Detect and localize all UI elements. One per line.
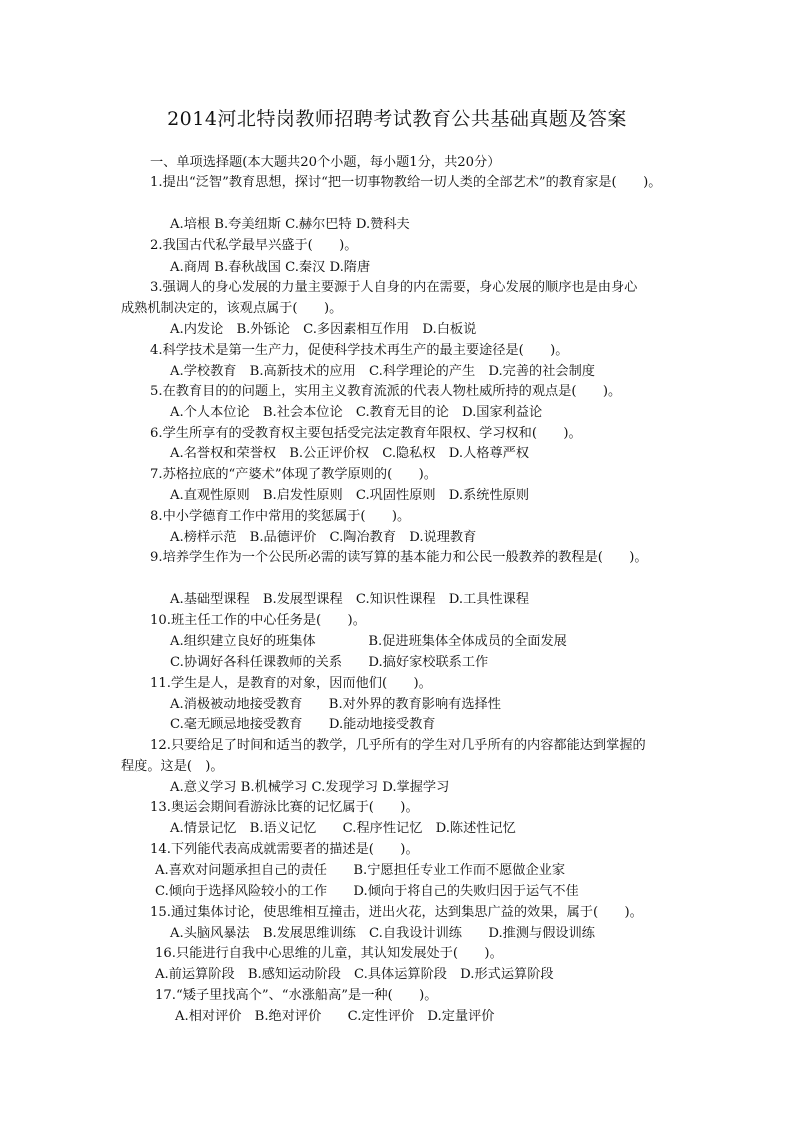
question-12-stem: 程度。这是( )。 [121,759,224,774]
question-14-stem: 14.下列能代表高成就需要者的描述是( )。 [150,842,419,857]
question-5-stem: 5.在教育目的的问题上，实用主义教育流派的代表人物杜威所持的观点是( )。 [150,384,622,399]
question-13-options: A.情景记忆 B.语义记忆 C.程序性记忆 D.陈述性记忆 [170,821,516,836]
question-11-options: A.消极被动地接受教育 B.对外界的教育影响有选择性 [170,697,501,712]
question-16-stem: 16.只能进行自我中心思维的儿童，其认知发展处于( )。 [155,946,503,961]
question-15-stem: 15.通过集体讨论，使思维相互撞击，迸出火花，达到集思广益的效果，属于( )。 [150,905,643,920]
question-11-options: C.毫无顾忌地接受教育 D.能动地接受教育 [170,717,436,732]
section-heading: 一、单项选择题(本大题共20个小题，每小题1分，共20分） [150,155,501,170]
question-1-stem: 1.提出“泛智”教育思想，探讨“把一切事物教给一切人类的全部艺术”的教育家是( )。 [150,175,662,190]
document-title: 2014河北特岗教师招聘考试教育公共基础真题及答案 [167,108,627,130]
question-4-stem: 4.科学技术是第一生产力，促使科学技术再生产的最主要途径是( )。 [150,343,569,358]
question-14-options: A.喜欢对问题承担自己的责任 B.宁愿担任专业工作而不愿做企业家 [155,863,566,878]
question-3-stem: 成熟机制决定的，该观点属于( )。 [121,301,343,316]
question-7-stem: 7.苏格拉底的“产婆术”体现了教学原则的( )。 [150,467,437,482]
question-16-options: A.前运算阶段 B.感知运动阶段 C.具体运算阶段 D.形式运算阶段 [155,967,554,982]
question-17-options: A.相对评价 B.绝对评价 C.定性评价 D.定量评价 [175,1009,495,1024]
question-6-stem: 6.学生所享有的受教育权主要包括受完法定教育年限权、学习权和( )。 [150,426,582,441]
question-12-options: A.意义学习 B.机械学习 C.发现学习 D.掌握学习 [170,780,450,795]
question-12-stem: 12.只要给足了时间和适当的教学，几乎所有的学生对几乎所有的内容都能达到掌握的 [150,738,646,753]
question-17-stem: 17.“矮子里找高个”、“水涨船高”是一种( )。 [155,988,438,1003]
question-8-options: A.榜样示范 B.品德评价 C.陶冶教育 D.说理教育 [170,530,477,545]
question-10-options: C.协调好各科任课教师的关系 D.搞好家校联系工作 [170,655,489,670]
question-5-options: A.个人本位论 B.社会本位论 C.教育无目的论 D.国家利益论 [170,405,543,420]
question-14-options: C.倾向于选择风险较小的工作 D.倾向于将自己的失败归因于运气不佳 [155,884,579,899]
question-6-options: A.名誉权和荣誉权 B.公正评价权 C.隐私权 D.人格尊严权 [170,446,530,461]
question-9-options: A.基础型课程 B.发展型课程 C.知识性课程 D.工具性课程 [170,592,530,607]
question-8-stem: 8.中小学德育工作中常用的奖惩属于( )。 [150,509,411,524]
question-9-stem: 9.培养学生作为一个公民所必需的读写算的基本能力和公民一般教养的教程是( )。 [150,550,648,565]
question-3-stem: 3.强调人的身心发展的力量主要源于人自身的内在需要，身心发展的顺序也是由身心 [150,280,638,295]
question-10-stem: 10.班主任工作的中心任务是( )。 [150,613,366,628]
question-11-stem: 11.学生是人，是教育的对象，因而他们( )。 [150,676,432,691]
question-4-options: A.学校教育 B.高新技术的应用 C.科学理论的产生 D.完善的社会制度 [170,364,595,379]
question-10-options: A.组织建立良好的班集体 B.促进班集体全体成员的全面发展 [170,634,567,649]
question-2-options: A.商周 B.春秋战国 C.秦汉 D.隋唐 [170,260,371,275]
question-13-stem: 13.奥运会期间看游泳比赛的记忆属于( )。 [150,800,419,815]
question-2-stem: 2.我国古代私学最早兴盛于( )。 [150,238,358,253]
question-3-options: A.内发论 B.外铄论 C.多因素相互作用 D.白板说 [170,322,477,337]
question-15-options: A.头脑风暴法 B.发展思维训练 C.自我设计训练 D.推测与假设训练 [170,926,595,941]
question-7-options: A.直观性原则 B.启发性原则 C.巩固性原则 D.系统性原则 [170,488,530,503]
question-1-options: A.培根 B.夸美纽斯 C.赫尔巴特 D.赞科夫 [170,217,410,232]
